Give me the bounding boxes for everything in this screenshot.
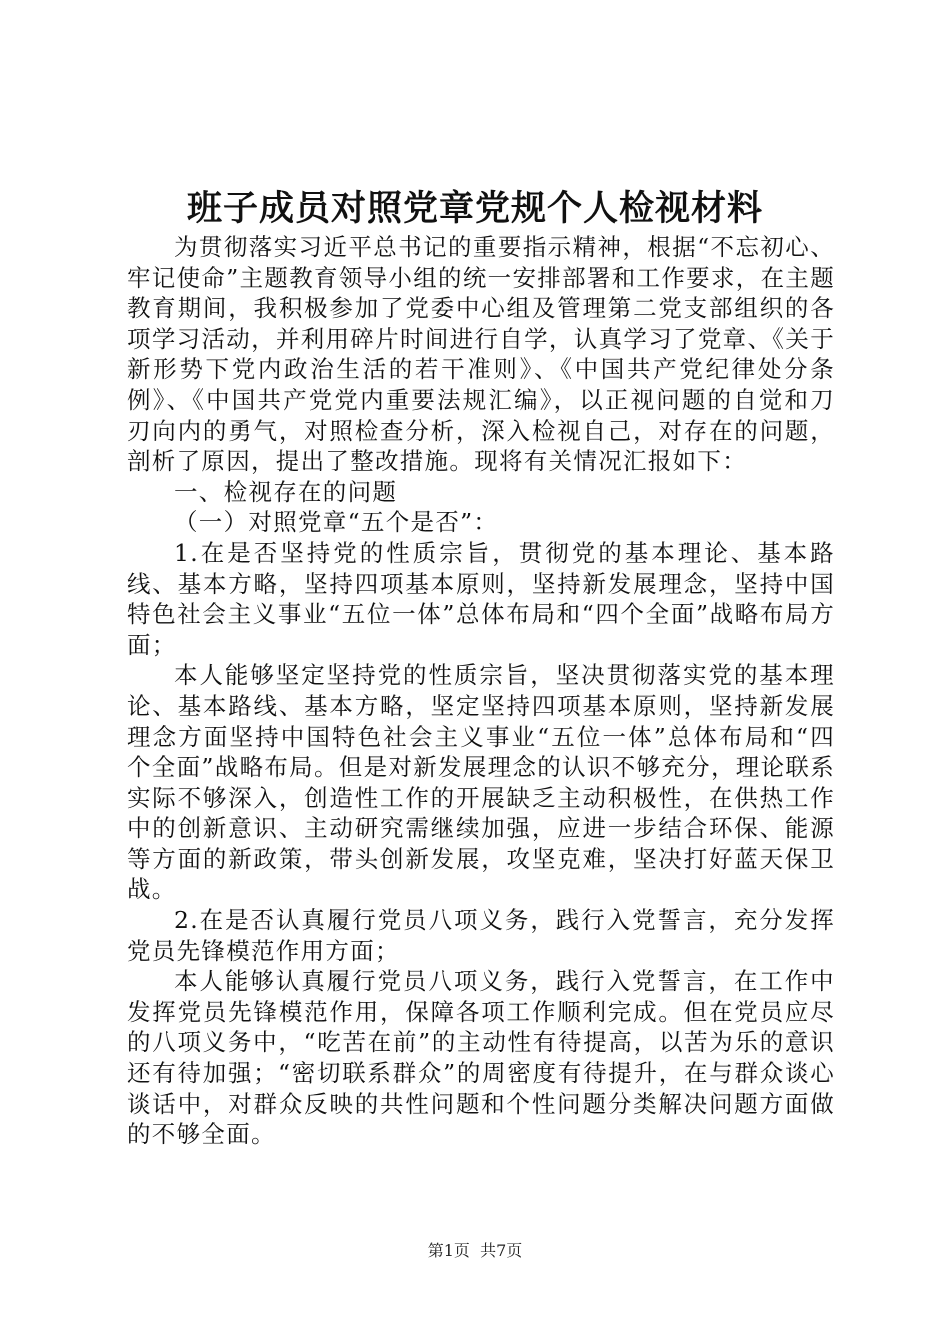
intro-paragraph: 为贯彻落实习近平总书记的重要指示精神，根据“不忘初心、牢记使命”主题教育领导小组的统一安排部署和工作要求，在主题教育期间，我积极参加了党委中心组及管理第二党支部组织的各项学习活动，并利用碎片时间进行自学，认真学习了党章、《关于新形势下党内政治生活的若干准则》、《中国共产党纪律处分条例》、《中国共产党党内重要法规汇编》，以正视问题的自觉和刀刃向内的勇气，对照检查分析，深入检视自己，对存在的问题，剖析了原因，提出了整改措施。现将有关情况汇报如下： <box>127 233 835 476</box>
subsection-heading: （一）对照党章“五个是否”： <box>174 508 499 537</box>
document-body <box>127 232 835 1150</box>
document-title: 班子成员对照党章党规个人检视材料 <box>186 188 763 229</box>
page-number-label: 第1页 共7页 <box>427 1241 523 1260</box>
item-2-paragraph: 本人能够认真履行党员八项义务，践行入党誓言，在工作中发挥党员先锋模范作用，保障各项工作顺利完成。但在党员应尽的八项义务中，“吃苦在前”的主动性有待提高，以苦为乐的意识还有待加强；“密切联系群众”的周密度有待提升，在与群众谈心谈话中，对群众反映的共性问题和个性问题分类解决问题方面做的不够全面。 <box>127 967 835 1149</box>
section-heading: 一、检视存在的问题 <box>174 477 398 506</box>
item-1-paragraph: 本人能够坚定坚持党的性质宗旨，坚决贯彻落实党的基本理论、基本路线、基本方略，坚定坚持四项基本原则，坚持新发展理念方面坚持中国特色社会主义事业“五位一体”总体布局和“四个全面”战略布局。但是对新发展理念的认识不够充分，理论联系实际不够深入，创造性工作的开展缺乏主动积极性，在供热工作中的创新意识、主动研究需继续加强，应进一步结合环保、能源等方面的新政策，带头创新发展，攻坚克难，坚决打好蓝天保卫战。 <box>127 661 835 904</box>
item-2-heading: 2.在是否认真履行党员八项义务，践行入党誓言，充分发挥党员先锋模范作用方面； <box>127 906 835 965</box>
page-footer <box>0 1240 950 1262</box>
item-1-heading: 1.在是否坚持党的性质宗旨，贯彻党的基本理论、基本路线、基本方略，坚持四项基本原则，坚持新发展理念，坚持中国特色社会主义事业“五位一体”总体布局和“四个全面”战略布局方面； <box>127 538 835 659</box>
